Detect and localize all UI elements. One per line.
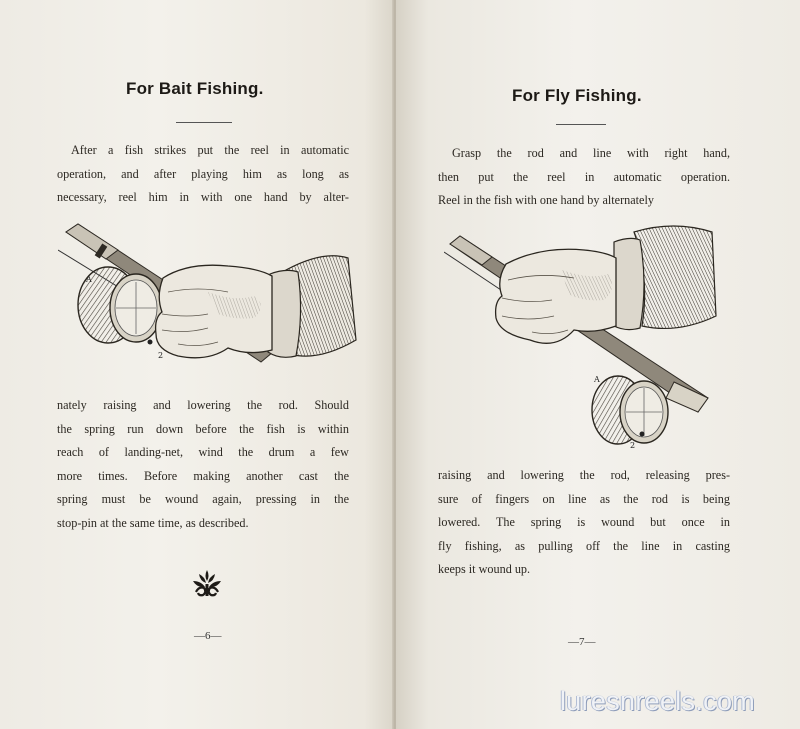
fly-fishing-hand-reel-illustration: [444, 222, 724, 450]
text-line: nately raising and lowering the rod. Should: [57, 398, 349, 412]
text-line: reach of landing-net, wind the drum a few: [57, 445, 349, 459]
site-watermark: luresnreels.com: [560, 686, 756, 716]
text-line: the spring run down before the fish is within: [57, 421, 349, 436]
text-line: raising and lowering the rod, releasing pres-: [438, 468, 730, 482]
text-line: spring must be wound again, pressing in the: [57, 492, 349, 506]
text-line: then put the reel in automatic operation.: [438, 169, 730, 184]
left-heading-rule: [176, 122, 232, 123]
text-line: Reel in the fish with one hand by alternately: [438, 193, 654, 207]
bait-fishing-hand-reel-illustration: [58, 222, 358, 382]
text-line: necessary, reel him in with one hand by alter-: [57, 190, 349, 204]
left-paragraph-bottom: [57, 394, 349, 535]
text-line: more times. Before making another cast the: [57, 468, 349, 483]
leaf-ornament-icon: [190, 566, 224, 600]
text-line: sure of fingers on line as the rod is being: [438, 491, 730, 506]
right-page-number: —7—: [568, 636, 596, 648]
reel-label-a: A: [86, 275, 92, 284]
text-line: keeps it wound up.: [438, 562, 531, 576]
text-line: stop-pin at the same time, as described.: [57, 515, 249, 530]
reel-label-a: A: [594, 375, 600, 384]
right-page: [396, 0, 800, 729]
left-page: [0, 0, 396, 729]
text-line: fly fishing, as pulling off the line in casting: [438, 538, 730, 553]
text-line: lowered. The spring is wound but once in: [438, 515, 730, 529]
left-paragraph-top: [57, 139, 349, 210]
right-page-heading: For Fly Fishing.: [512, 86, 642, 105]
right-paragraph-top: [438, 142, 730, 213]
left-page-heading: For Bait Fishing.: [126, 79, 264, 98]
text-line: Grasp the rod and line with right hand,: [452, 146, 730, 160]
right-heading-rule: [556, 124, 606, 125]
reel-label-2: 2: [158, 351, 164, 360]
text-line: After a fish strikes put the reel in automatic: [71, 143, 349, 157]
reel-label-2: 2: [630, 441, 636, 450]
right-paragraph-bottom: [438, 464, 730, 582]
text-line: operation, and after playing him as long as: [57, 166, 349, 181]
left-page-number: —6—: [194, 630, 222, 642]
